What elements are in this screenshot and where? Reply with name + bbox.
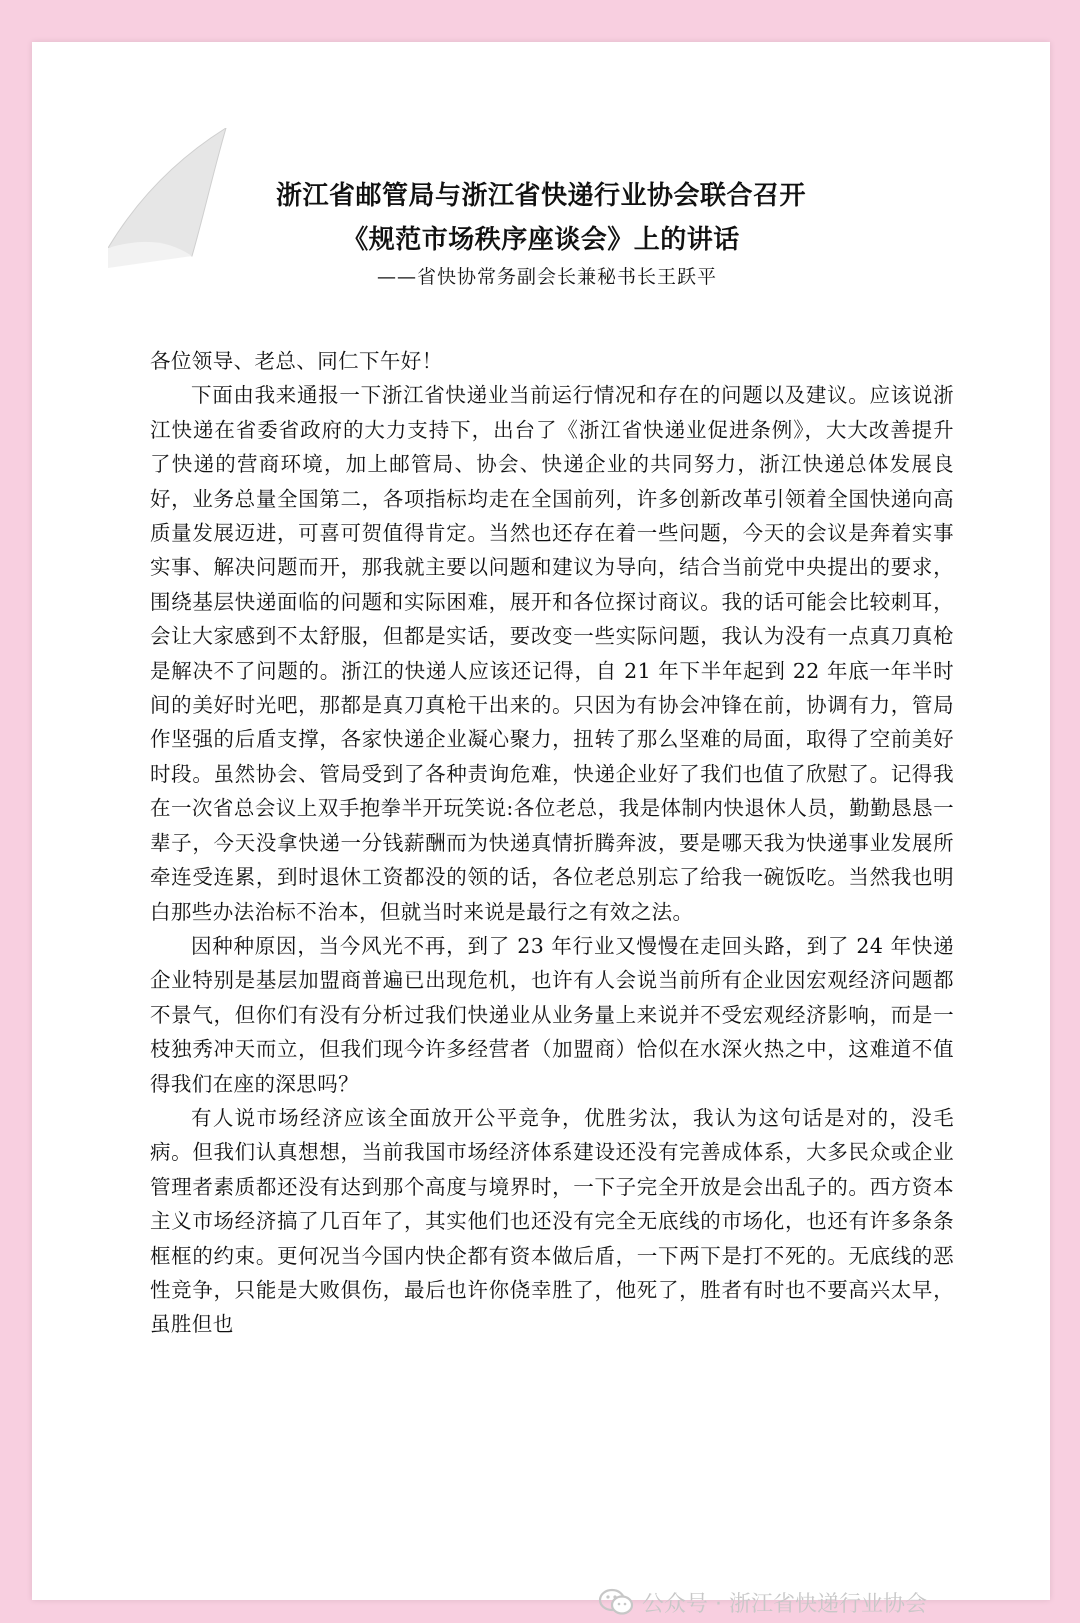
- document-page: [32, 42, 1050, 1600]
- speech-body: [150, 344, 954, 1342]
- body-paragraph: 因种种原因，当今风光不再，到了 23 年行业又慢慢在走回头路，到了 24 年快递企业特别是基层加盟商普遍已出现危机，也许有人会说当前所有企业因宏观经济问题都不景气，但你们有没有分析过我们快递业从业务量上来说并不受宏观经济影响，而是一枝独秀冲天而立，但我们现今许多经营者（加盟商）恰似在水深火热之中，这难道不值得我们在座的深思吗？: [150, 933, 954, 1096]
- body-paragraph: 下面由我来通报一下浙江省快递业当前运行情况和存在的问题以及建议。应该说浙江快递在省委省政府的大力支持下，出台了《浙江省快递业促进条例》，大大改善提升了快递的营商环境，加上邮管局、协会、快递企业的共同努力，浙江快递总体发展良好，业务总量全国第二，各项指标均走在全国前列，许多创新改革引领着全国快递向高质量发展迈进，可喜可贺值得肯定。当然也还存在着一些问题，今天的会议是奔着实事实事、解决问题而开，那我就主要以问题和建议为导向，结合当前党中央提出的要求，围绕基层快递面临的问题和实际困难，展开和各位探讨商议。我的话可能会比较刺耳，会让大家感到不太舒服，但都是实话，要改变一些实际问题，我认为没有一点真刀真枪是解决不了问题的。浙江的快递人应该还记得，自 21 年下半年起到 22 年底一年半时间的美好时光吧，那都是真刀真枪干出来的。只因为有协会冲锋在前，协调有力，管局作坚强的后盾支撑，各家快递企业凝心聚力，扭转了那么坚难的局面，取得了空前美好时段。虽然协会、管局受到了各种责询危难，快递企业好了我们也值了欣慰了。记得我在一次省总会议上双手抱拳半开玩笑说:各位老总，我是体制内快退休人员，勤勤恳恳一辈子，今天没拿快递一分钱薪酬而为快递真情折腾奔波，要是哪天我为快递事业发展所牵连受连累，到时退休工资都没的领的话，各位老总别忘了给我一碗饭吃。当然我也明白那些办法治标不治本，但就当时来说是最行之有效之法。: [150, 383, 954, 924]
- watermark-text: 公众号 · 浙江省快递行业协会: [642, 1591, 927, 1617]
- greeting-paragraph: 各位领导、老总、同仁下午好！: [150, 349, 443, 373]
- speaker-subtitle: ——省快协常务副会长兼秘书长王跃平: [377, 266, 718, 288]
- watermark: [598, 1586, 927, 1618]
- title-line-1: 浙江省邮管局与浙江省快递行业协会联合召开: [275, 181, 806, 211]
- wechat-icon: [598, 1588, 634, 1616]
- document-title: [32, 174, 1050, 262]
- title-line-2: 《规范市场秩序座谈会》上的讲话: [342, 225, 740, 255]
- body-paragraph: 有人说市场经济应该全面放开公平竞争，优胜劣汰，我认为这句话是对的，没毛病。但我们认真想想，当前我国市场经济体系建设还没有完善成体系，大多民众或企业管理者素质都还没有达到那个高度与境界时，一下子完全开放是会出乱子的。西方资本主义市场经济搞了几百年了，其实他们也还没有完全无底线的市场化，也还有许多条条框框的约束。更何况当今国内快企都有资本做后盾，一下两下是打不死的。无底线的恶性竞争，只能是大败俱伤，最后也许你侥幸胜了，他死了，胜者有时也不要高兴太早，虽胜但也: [150, 1105, 954, 1337]
